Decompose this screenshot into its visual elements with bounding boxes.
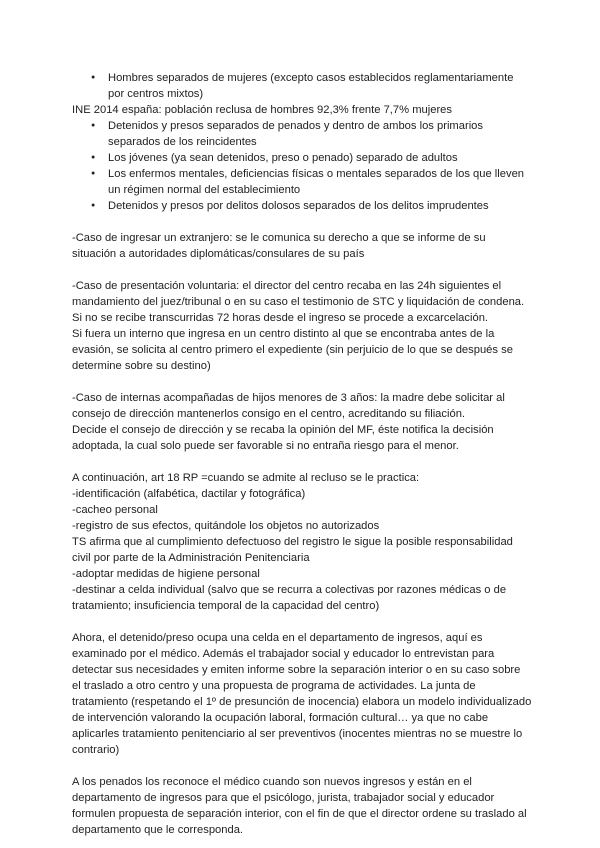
document-body	[72, 70, 532, 838]
paragraph-ahora: Ahora, el detenido/preso ocupa una celda en el departamento de ingresos, aquí es examinado por el médico. Además el trabajador social y educador lo entrevistan para detectar sus necesidades y emiten informe sobre la separación interior o en su caso sobre el traslado a otro centro y una propuesta de programa de actividades. La junta de tratamiento (respetando el 1º de presunción de inocencia) elabora un modelo individualizado de intervención valorando la ocupación laboral, formación cultural… ya que no cabe aplicarles tratamiento penitenciario al ser preventivos (inocentes mientras no se muestre lo contrario)	[72, 632, 532, 756]
item-registro: -registro de sus efectos, quitándole los objetos no autorizados	[72, 520, 380, 532]
bullet-list-2	[72, 118, 532, 214]
spacer	[72, 214, 532, 230]
spacer	[72, 614, 532, 630]
spacer	[72, 454, 532, 470]
spacer	[72, 374, 532, 390]
spacer	[72, 758, 532, 774]
item-cacheo: -cacheo personal	[72, 504, 158, 516]
paragraph-internas: -Caso de internas acompañadas de hijos menores de 3 años: la madre debe solicitar al consejo de dirección mantenerlos consigo en el centro, acreditando su filiación.	[72, 392, 505, 420]
bullet-list-1	[72, 70, 532, 102]
paragraph-penados: A los penados los reconoce el médico cuando son nuevos ingresos y están en el departamento de ingresos para que el psicólogo, jurista, trabajador social y educador formulen propuesta de separación interior, con el fin de que el director ordene su traslado al departamento que le corresponda.	[72, 776, 527, 836]
ine-statistic-line: INE 2014 españa: población reclusa de hombres 92,3% frente 7,7% mujeres	[72, 104, 452, 116]
paragraph-voluntaria: -Caso de presentación voluntaria: el director del centro recaba en las 24h siguientes el mandamiento del juez/tribunal o en su caso el testimonio de STC y liquidación de condena.	[72, 280, 525, 308]
paragraph-ts: TS afirma que al cumplimiento defectuoso del registro le sigue la posible responsabilidad civil por parte de la Administración Penitenciaria	[72, 536, 513, 564]
list-item: ● Detenidos y presos por delitos dolosos separados de los delitos imprudentes	[108, 198, 532, 214]
paragraph-art18: A continuación, art 18 RP =cuando se admite al recluso se le practica:	[72, 472, 420, 484]
list-item: ● Hombres separados de mujeres (excepto casos establecidos reglamentariamente por centros mixtos)	[108, 70, 532, 102]
item-identificacion: -identificación (alfabética, dactilar y fotográfica)	[72, 488, 306, 500]
item-celda: -destinar a celda individual (salvo que se recurra a colectivas por razones médicas o de tratamiento; insuficiencia temporal de la capacidad del centro)	[72, 584, 507, 612]
paragraph-extranjero: -Caso de ingresar un extranjero: se le comunica su derecho a que se informe de su situación a autoridades diplomáticas/consulares de su país	[72, 232, 486, 260]
paragraph-internas-decision: Decide el consejo de dirección y se recaba la opinión del MF, éste notifica la decisión adoptada, la cual solo puede ser favorable si no entraña riesgo para el menor.	[72, 424, 494, 452]
spacer	[72, 262, 532, 278]
paragraph-voluntaria-72h: Si no se recibe transcurridas 72 horas desde el ingreso se procede a excarcelación.	[72, 312, 489, 324]
list-item: ● Detenidos y presos separados de penados y dentro de ambos los primarios separados de los reincidentes	[108, 118, 532, 150]
list-item: ● Los jóvenes (ya sean detenidos, preso o penado) separado de adultos	[108, 150, 532, 166]
paragraph-voluntaria-evasion: Si fuera un interno que ingresa en un centro distinto al que se encontraba antes de la evasión, se solicita al centro primero el expediente (sin perjuicio de lo que se después se determine sobre su destino)	[72, 328, 513, 372]
list-item: ● Los enfermos mentales, deficiencias físicas o mentales separados de los que lleven un régimen normal del establecimiento	[108, 166, 532, 198]
item-higiene: -adoptar medidas de higiene personal	[72, 568, 260, 580]
